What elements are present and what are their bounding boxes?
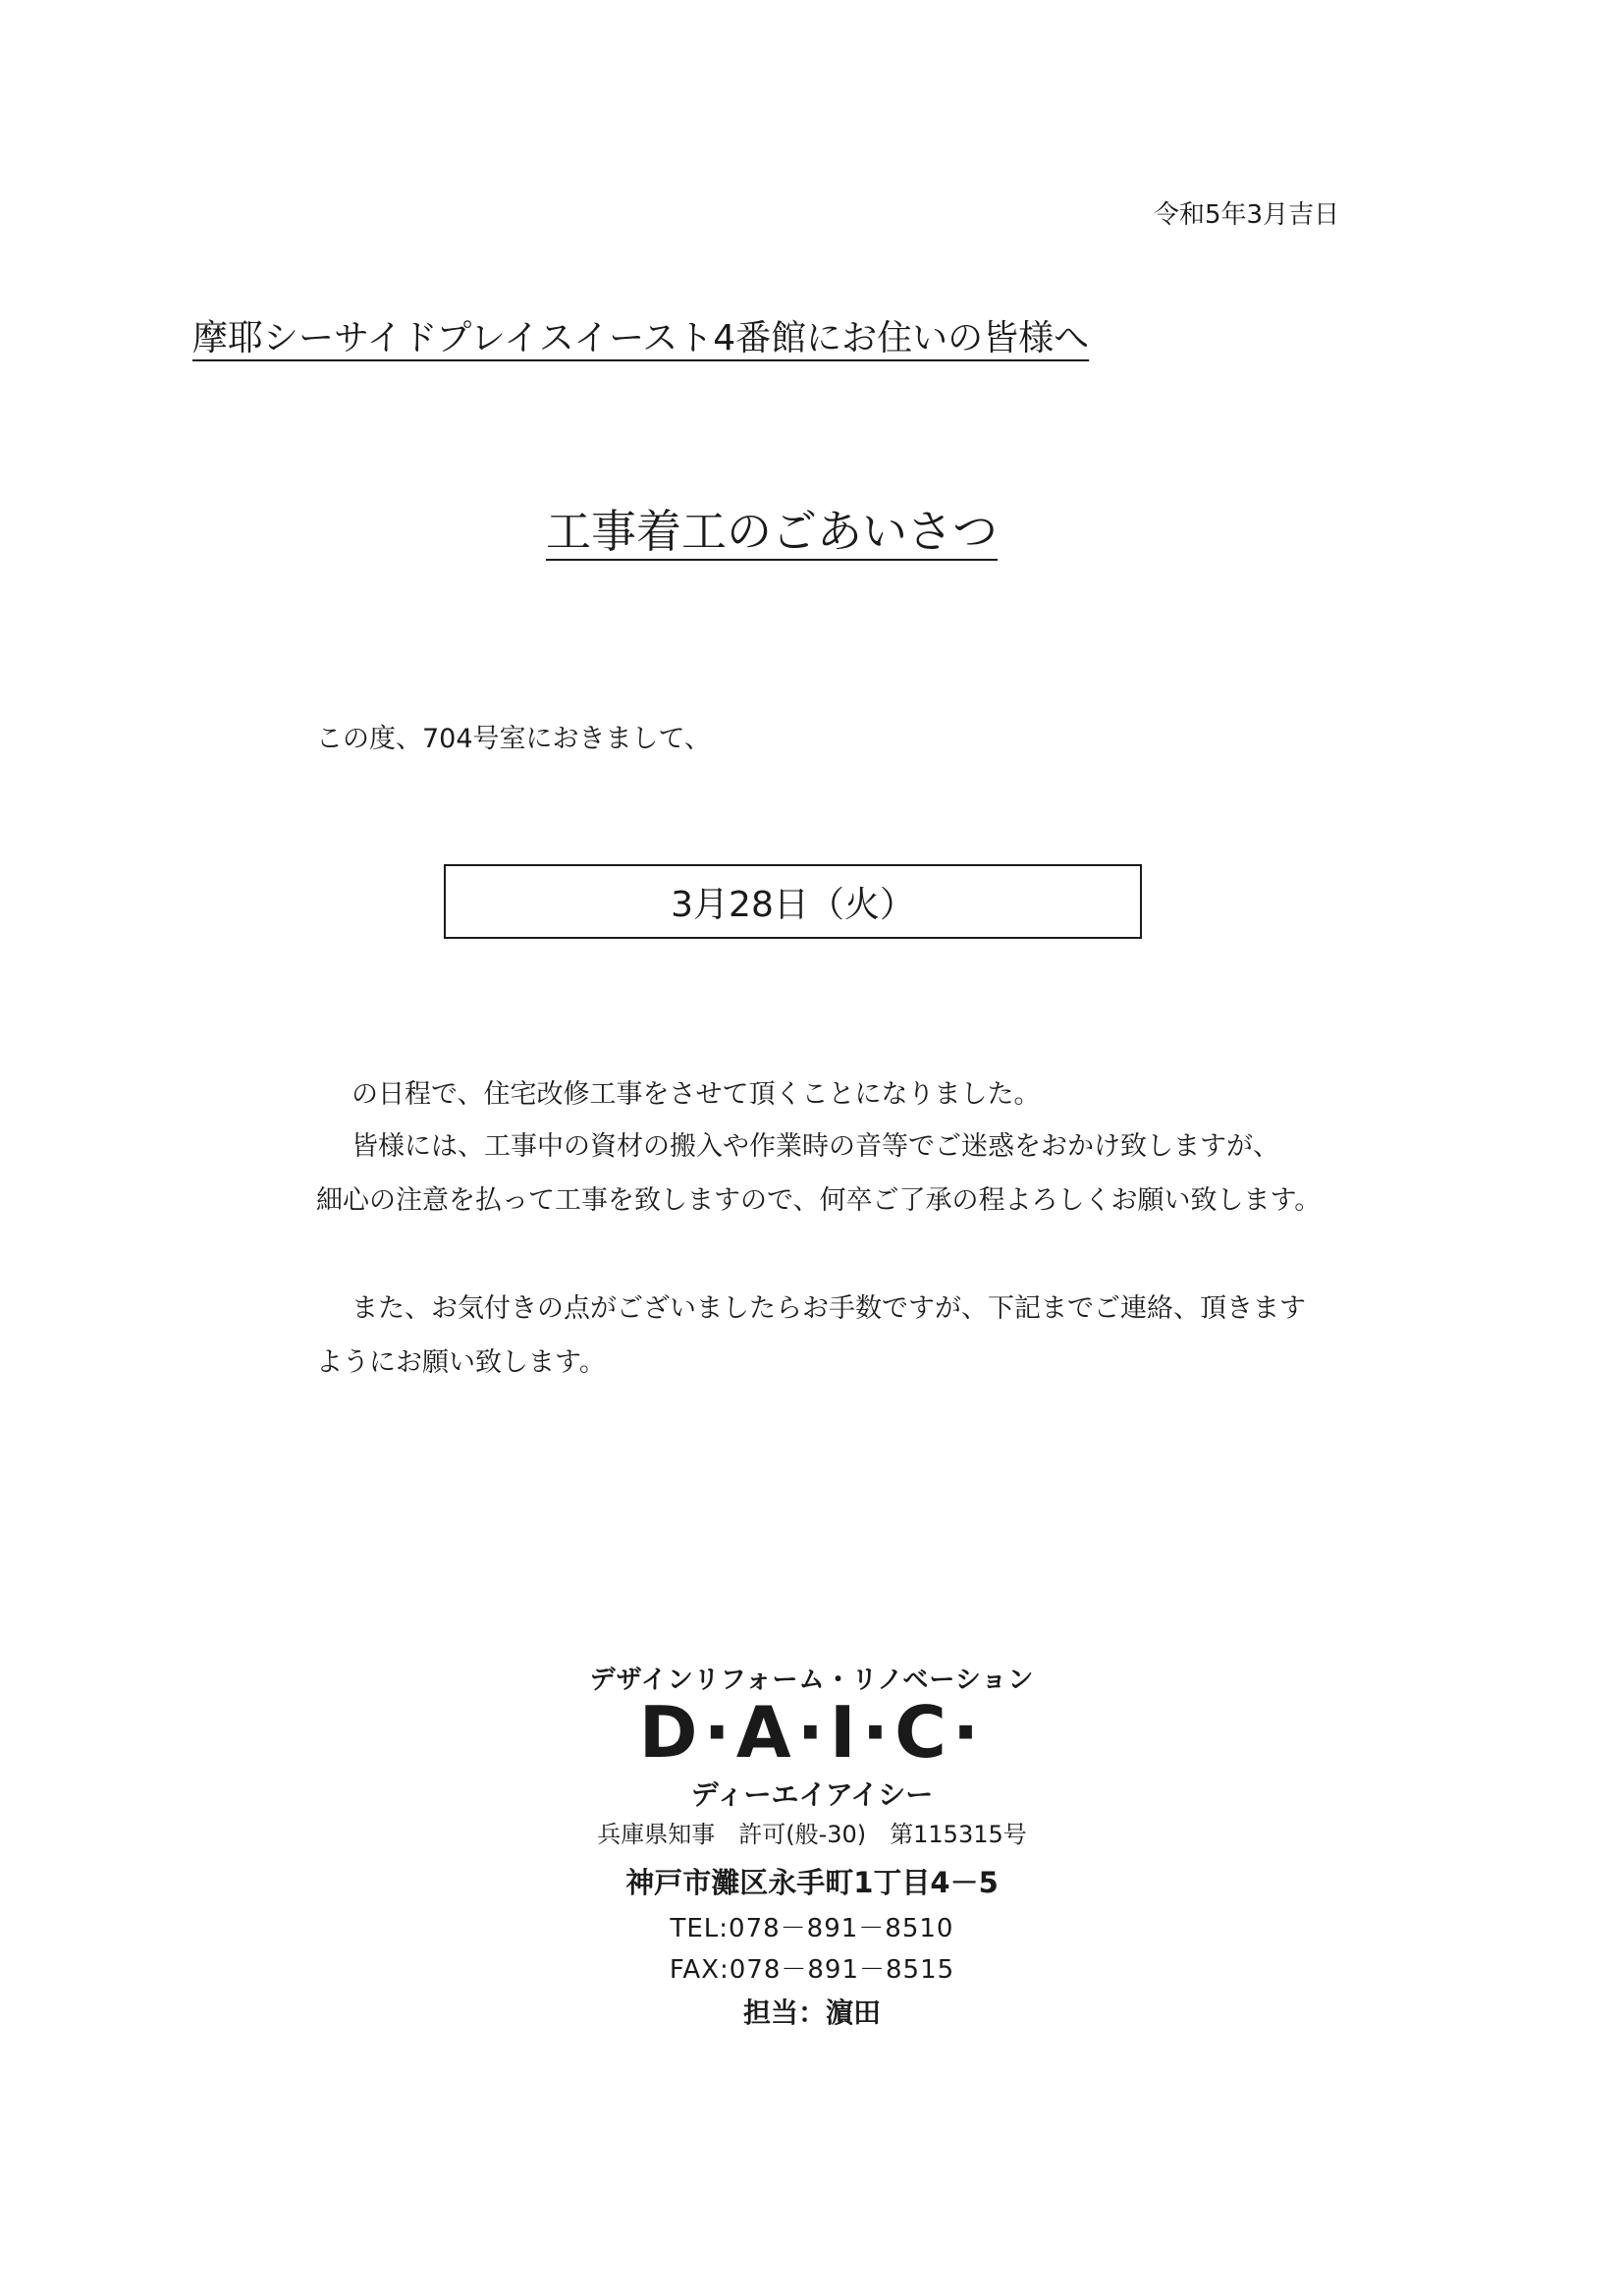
company-tagline: デザインリフォーム・リノベーション <box>589 1666 1035 1695</box>
schedule-date: 3月28日（火） <box>671 884 915 925</box>
company-phone: TEL:078－891－8510 <box>670 1914 954 1943</box>
company-logo: D·A·I·C· <box>638 1691 986 1774</box>
letter-date: 令和5年3月吉日 <box>1154 200 1340 230</box>
company-fax: FAX:078－891－8515 <box>669 1955 955 1985</box>
body-line: の日程で、住宅改修工事をさせて頂くことになりました。 <box>352 1079 1041 1110</box>
body-line: 細心の注意を払って工事を致しますので、何卒ご了承の程よろしくお願い致します。 <box>316 1185 1322 1216</box>
company-contact-person: 担当：濵田 <box>742 1996 881 2029</box>
body-line: ようにお願い致します。 <box>316 1347 606 1378</box>
body-line: また、お気付きの点がございましたらお手数ですが、下記までご連絡、頂きます <box>352 1293 1306 1324</box>
addressee-heading: 摩耶シーサイドプレイスイースト4番館にお住いの皆様へ <box>192 318 1090 358</box>
body-line: 皆様には、工事中の資材の搬入や作業時の音等でご迷惑をおかけ致しますが、 <box>352 1131 1279 1162</box>
page-title: 工事着工のごあいさつ <box>546 505 998 558</box>
company-license: 兵庫県知事 許可(般-30) 第115315号 <box>597 1821 1027 1848</box>
company-address: 神戸市灘区永手町1丁目4－5 <box>625 1866 999 1899</box>
company-name-reading: ディーエイアイシー <box>690 1778 934 1811</box>
schedule-date-box <box>444 864 1142 939</box>
intro-text: この度、704号室におきまして、 <box>316 724 711 754</box>
